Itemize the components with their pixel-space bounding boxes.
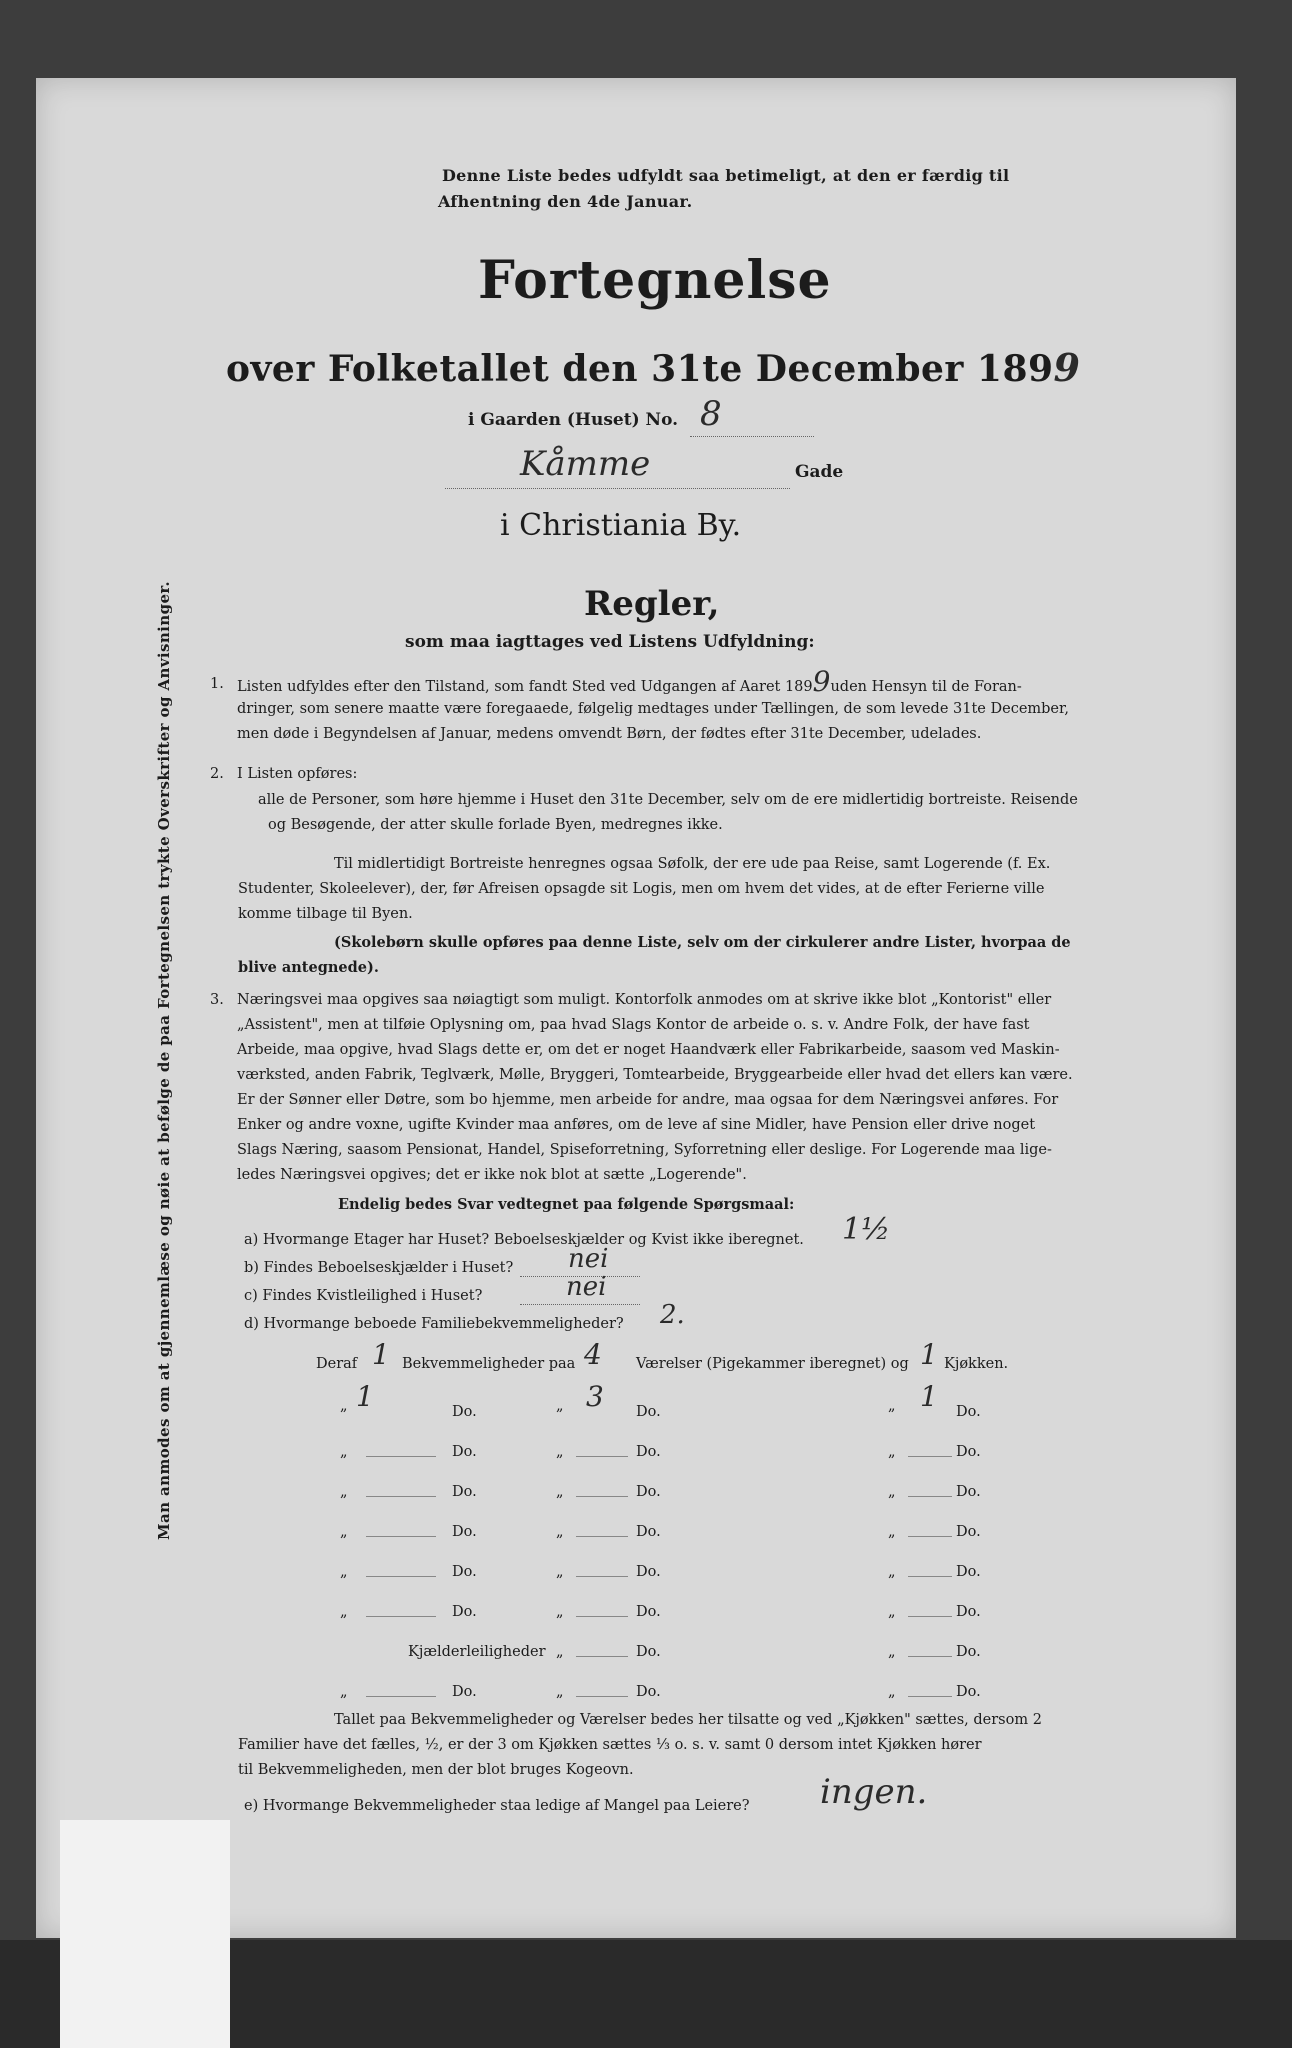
row2-vaer-hw: 3 bbox=[586, 1380, 604, 1413]
do-row-do-1: Do. bbox=[452, 1484, 477, 1500]
street-line bbox=[445, 488, 790, 489]
rule3-line4: værksted, anden Fabrik, Teglværk, Mølle, Bryggeri, Tomtearbeide, Bryggearbeide eller hvad det ellers kan være. bbox=[237, 1067, 1073, 1083]
rule2-line1: alle de Personer, som høre hjemme i Huset den 31te December, selv om de ere midlertidig bortreiste. Reisende bbox=[258, 792, 1078, 808]
deraf-r1-bek-hw: 1 bbox=[372, 1338, 390, 1371]
blank-answer-line bbox=[908, 1656, 952, 1657]
do-row-comma-1: „ bbox=[340, 1684, 348, 1700]
question-c: c) Findes Kvistleilighed i Huset? bbox=[244, 1288, 483, 1304]
do-row-do-2: Do. bbox=[636, 1444, 661, 1460]
vaer-label: Værelser (Pigekammer iberegnet) og bbox=[636, 1356, 909, 1372]
blank-answer-line bbox=[576, 1536, 628, 1537]
form-title: Fortegnelse bbox=[478, 250, 832, 311]
do-row-do-2: Do. bbox=[636, 1684, 661, 1700]
question-b: b) Findes Beboelseskjælder i Huset? bbox=[244, 1260, 514, 1276]
do-row-do-1: Do. bbox=[452, 1604, 477, 1620]
regler-title: Regler, bbox=[584, 584, 720, 624]
rule1-number: 1. bbox=[210, 676, 224, 692]
rule1-year-hw: 9 bbox=[812, 665, 831, 698]
rule3-line3: Arbeide, maa opgive, hvad Slags dette er, om det er noget Haandværk eller Fabrikarbeide, saasom ved Maskin- bbox=[237, 1042, 1060, 1058]
row2-comma-1: „ bbox=[340, 1398, 348, 1414]
do-row-comma-1: „ bbox=[340, 1524, 348, 1540]
form-subtitle bbox=[226, 345, 1081, 390]
rule2-line5: komme tilbage til Byen. bbox=[238, 906, 413, 922]
rule1-line2: dringer, som senere maatte være foregaaede, følgelig medtages under Tællingen, de som levede 31te December, bbox=[237, 701, 1069, 717]
blank-answer-line bbox=[576, 1656, 628, 1657]
do-row-comma-1: „ bbox=[340, 1484, 348, 1500]
rule3-line2: „Assistent", men at tilføie Oplysning om, paa hvad Slags Kontor de arbeide o. s. v. Andre Folk, der have fast bbox=[237, 1017, 1030, 1033]
do-row-comma-2: „ bbox=[556, 1484, 564, 1500]
do-row-do-3: Do. bbox=[956, 1444, 981, 1460]
kjok-label: Kjøkken. bbox=[944, 1356, 1009, 1372]
subtitle-text: over Folketallet den 31te December 189 bbox=[226, 348, 1054, 390]
rule3-line7: Slags Næring, saasom Pensionat, Handel, Spiseforretning, Syforretning eller deslige. For Logerende maa lige- bbox=[237, 1142, 1052, 1158]
do-row-do-2: Do. bbox=[636, 1604, 661, 1620]
rule1-line3: men døde i Begyndelsen af Januar, medens omvendt Børn, der fødtes efter 31te December, udelades. bbox=[237, 726, 982, 742]
blank-answer-line bbox=[576, 1616, 628, 1617]
answer-a-hw: 1½ bbox=[842, 1212, 891, 1247]
notice-line-1: Denne Liste bedes udfyldt saa betimeligt, at den er færdig til bbox=[442, 166, 1010, 185]
rule2-line2: og Besøgende, der atter skulle forlade Byen, medregnes ikke. bbox=[268, 817, 723, 833]
rule3-line8: ledes Næringsvei opgives; det er ikke nok blot at sætte „Logerende". bbox=[237, 1167, 747, 1183]
blank-answer-line bbox=[908, 1456, 952, 1457]
tallet-line1: Tallet paa Bekvemmeligheder og Værelser bedes her tilsatte og ved „Kjøkken" sættes, dersom 2 bbox=[334, 1712, 1042, 1728]
rule2-number: 2. bbox=[210, 766, 224, 782]
do-row-comma-3: „ bbox=[888, 1444, 896, 1460]
do-row-comma-3: „ bbox=[888, 1564, 896, 1580]
blank-answer-line bbox=[366, 1456, 436, 1457]
do-row-do-3: Do. bbox=[956, 1684, 981, 1700]
do-row-do-1: Do. bbox=[452, 1684, 477, 1700]
do-row-comma-1: „ bbox=[340, 1604, 348, 1620]
row2-do-3: Do. bbox=[956, 1404, 981, 1420]
do-row-do-3: Do. bbox=[956, 1604, 981, 1620]
bek-label: Bekvemmeligheder paa bbox=[402, 1356, 576, 1372]
answer-e-hw: ingen. bbox=[820, 1772, 928, 1812]
rule2-line4: Studenter, Skoleelever), der, før Afreisen opsagde sit Logis, men om hvem det vides, at de efter Ferierne ville bbox=[238, 881, 1045, 897]
do-row-comma-2: „ bbox=[556, 1644, 564, 1660]
blank-answer-line bbox=[366, 1496, 436, 1497]
row2-do-2: Do. bbox=[636, 1404, 661, 1420]
rule1-line1 bbox=[237, 665, 1097, 700]
do-row-do-3: Do. bbox=[956, 1484, 981, 1500]
blank-answer-line bbox=[908, 1536, 952, 1537]
street-name-hw: Kåmme bbox=[520, 444, 651, 484]
rule3-line5: Er der Sønner eller Døtre, som bo hjemme, men arbeide for andre, maa ogsaa for dem Næringsvei anføres. For bbox=[237, 1092, 1059, 1108]
question-e: e) Hvormange Bekvemmeligheder staa ledige af Mangel paa Leiere? bbox=[244, 1798, 750, 1814]
do-row-comma-2: „ bbox=[556, 1604, 564, 1620]
rule2-heading: I Listen opføres: bbox=[237, 766, 358, 782]
row2-comma-3: „ bbox=[888, 1398, 896, 1414]
deraf-r1-kjok-hw: 1 bbox=[920, 1338, 938, 1371]
do-row-do-2: Do. bbox=[636, 1564, 661, 1580]
do-row-do-3: Do. bbox=[956, 1564, 981, 1580]
rule2-line3: Til midlertidigt Bortreiste henregnes ogsaa Søfolk, der ere ude paa Reise, samt Logerende (f. Ex. bbox=[334, 856, 1051, 872]
answer-d-hw: 2. bbox=[660, 1300, 685, 1330]
do-row-comma-2: „ bbox=[556, 1524, 564, 1540]
deraf-r1-vaer-hw: 4 bbox=[584, 1338, 602, 1371]
side-instruction: Man anmodes om at gjennemlæse og nøie at befølge de paa Fortegnelsen trykte Overskrifter og Anvisninger. bbox=[155, 581, 173, 1540]
blank-answer-line bbox=[366, 1576, 436, 1577]
do-row-comma-1: „ bbox=[340, 1564, 348, 1580]
city-line: i Christiania By. bbox=[500, 508, 742, 543]
notice-line-2: Afhentning den 4de Januar. bbox=[438, 192, 693, 211]
do-row-do-3: Do. bbox=[956, 1644, 981, 1660]
rule3-number: 3. bbox=[210, 992, 224, 1008]
do-row-comma-3: „ bbox=[888, 1604, 896, 1620]
rule3-line1: Næringsvei maa opgives saa nøiagtigt som muligt. Kontorfolk anmodes om at skrive ikke blot „Kontorist" eller bbox=[237, 992, 1052, 1008]
do-row-do-3: Do. bbox=[956, 1524, 981, 1540]
gaarden-label: i Gaarden (Huset) No. bbox=[468, 410, 679, 430]
do-row-do-1: Do. bbox=[452, 1564, 477, 1580]
do-row-do-2: Do. bbox=[636, 1484, 661, 1500]
row2-kjok-hw: 1 bbox=[920, 1380, 938, 1413]
rule1-line1-a: Listen udfyldes efter den Tilstand, som fandt Sted ved Udgangen af Aaret 189 bbox=[237, 679, 813, 695]
scan-patch bbox=[60, 1820, 230, 2048]
subtitle-year-hw: 9 bbox=[1053, 345, 1081, 390]
do-row-do-2: Do. bbox=[636, 1644, 661, 1660]
blank-answer-line bbox=[366, 1696, 436, 1697]
blank-answer-line bbox=[908, 1696, 952, 1697]
do-row-comma-3: „ bbox=[888, 1684, 896, 1700]
blank-answer-line bbox=[576, 1576, 628, 1577]
endelig-heading: Endelig bedes Svar vedtegnet paa følgende Spørgsmaal: bbox=[338, 1196, 795, 1213]
answer-c-hw: nei bbox=[566, 1272, 607, 1302]
blank-answer-line bbox=[576, 1456, 628, 1457]
blank-answer-line bbox=[908, 1576, 952, 1577]
blank-answer-line bbox=[366, 1616, 436, 1617]
rule2-line6: (Skolebørn skulle opføres paa denne Liste, selv om der cirkulerer andre Lister, hvorpaa de bbox=[334, 934, 1071, 951]
blank-answer-line bbox=[366, 1536, 436, 1537]
kjaelder-label: Kjælderleiligheder bbox=[408, 1644, 546, 1660]
answer-c-line bbox=[520, 1304, 640, 1305]
deraf-label: Deraf bbox=[316, 1356, 358, 1372]
blank-answer-line bbox=[908, 1616, 952, 1617]
regler-subtitle: som maa iagttages ved Listens Udfyldning: bbox=[405, 632, 815, 652]
answer-b-hw: nei bbox=[568, 1244, 609, 1274]
gade-label: Gade bbox=[795, 462, 844, 482]
rule2-line7: blive antegnede). bbox=[238, 959, 379, 976]
question-a: a) Hvormange Etager har Huset? Beboelseskjælder og Kvist ikke iberegnet. bbox=[244, 1232, 804, 1248]
row2-do-1: Do. bbox=[452, 1404, 477, 1420]
do-row-comma-3: „ bbox=[888, 1484, 896, 1500]
gaarden-line bbox=[690, 436, 814, 437]
do-row-comma-1: „ bbox=[340, 1444, 348, 1460]
question-d: d) Hvormange beboede Familiebekvemmeligheder? bbox=[244, 1316, 624, 1332]
gaarden-number-hw: 8 bbox=[700, 394, 722, 434]
do-row-comma-2: „ bbox=[556, 1444, 564, 1460]
do-row-do-2: Do. bbox=[636, 1524, 661, 1540]
blank-answer-line bbox=[576, 1496, 628, 1497]
tallet-line3: til Bekvemmeligheden, men der blot bruges Kogeovn. bbox=[238, 1762, 634, 1778]
row2-comma-2: „ bbox=[556, 1398, 564, 1414]
tallet-line2: Familier have det fælles, ½, er der 3 om Kjøkken sættes ⅓ o. s. v. samt 0 dersom intet Kjøkken hører bbox=[238, 1737, 982, 1753]
do-row-do-1: Do. bbox=[452, 1524, 477, 1540]
do-row-comma-3: „ bbox=[888, 1644, 896, 1660]
do-row-comma-2: „ bbox=[556, 1564, 564, 1580]
do-row-comma-3: „ bbox=[888, 1524, 896, 1540]
blank-answer-line bbox=[908, 1496, 952, 1497]
do-row-comma-2: „ bbox=[556, 1684, 564, 1700]
rule3-line6: Enker og andre voxne, ugifte Kvinder maa anføres, om de leve af sine Midler, have Pension eller drive noget bbox=[237, 1117, 1036, 1133]
do-row-do-1: Do. bbox=[452, 1444, 477, 1460]
blank-answer-line bbox=[576, 1696, 628, 1697]
rule1-line1-b: uden Hensyn til de Foran- bbox=[830, 679, 1022, 695]
row2-bek-hw: 1 bbox=[356, 1380, 374, 1413]
